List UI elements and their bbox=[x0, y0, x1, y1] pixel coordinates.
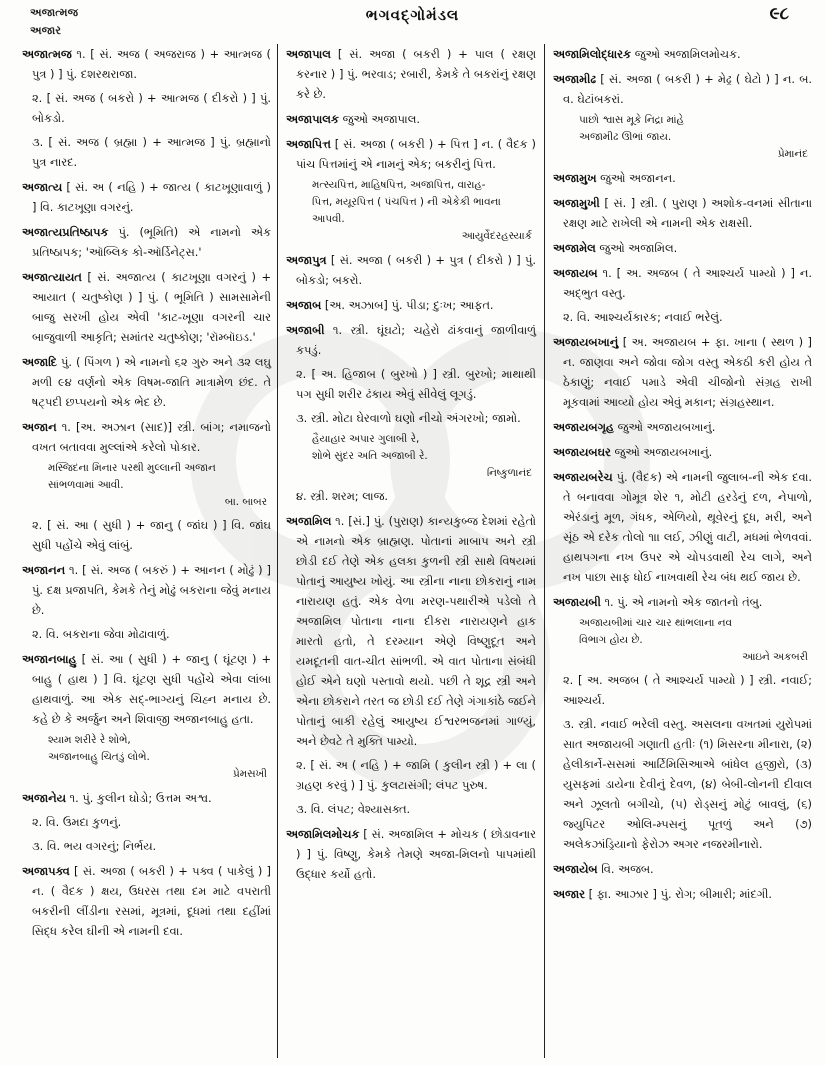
sense-text: ૨. [ સં. અજ ( બકરો ) + આત્મજ ( દીકરો ) ] પું. બોકડો. bbox=[32, 91, 271, 125]
headword: અજાનબાહુ bbox=[22, 652, 77, 666]
entry-sense bbox=[22, 88, 271, 128]
entry-sense bbox=[286, 408, 536, 482]
sense-text: ૨. વિ. આશ્ચર્યકારક; નવાઈ ભરેલું. bbox=[563, 310, 723, 324]
definition-text: [ સં. ] સ્ત્રી. ( પુરાણ ) અશોક-વનમાં સીતાના રક્ષણ માટે રાખેલી એ નામની એક રાક્ષસી. bbox=[563, 196, 812, 230]
definition-text: [અ. અઝાબ] પું. પીડા; દુઃખ; આફત. bbox=[324, 298, 494, 312]
definition-text: જુઓ અજાપાલ. bbox=[342, 112, 420, 126]
entry-body bbox=[286, 295, 536, 315]
page-number: ૯૮ bbox=[769, 4, 789, 24]
entry-body bbox=[553, 332, 812, 412]
quote-line: પાછો શ્વાસ મૂકે નિદ્રા માંહે bbox=[579, 114, 684, 126]
entry-body bbox=[286, 824, 536, 884]
entry-body bbox=[553, 69, 812, 109]
dictionary-entry bbox=[553, 238, 812, 258]
definition-text: ૧. પું. કુલીન ઘોડો; ઉત્તમ અશ્વ. bbox=[69, 791, 212, 805]
entry-sense bbox=[553, 307, 812, 327]
dictionary-entry bbox=[286, 320, 536, 360]
headword: અજામુખ bbox=[553, 171, 597, 185]
quote-source: પ્રેમાનંદ bbox=[777, 148, 808, 160]
entry-body bbox=[22, 222, 271, 262]
quote-source: બા. બાબર bbox=[224, 496, 267, 508]
entry-body bbox=[553, 44, 812, 64]
column-1 bbox=[22, 44, 277, 1058]
definition-text: પું. (વૈદક) એ નામની જુલાબ-ની એક દવા. તે બનાવવા ગોમૂત્ર શેર ૧, મોટી હરડેનું દળ, નેપાળો, એરંડાનું મૂળ, ગંધક, એળિયો, થૂવેરનું દૂધ, મરી, અને સૂંઠ એ દરેક તોલો ૧।। લઈ, ઝીણું વાટી, મધમાં ભેળવવાં. હાથપગના નખ ઉપર એ ચોપડવાથી રેચ લાગે, અને નખ પાછા સાફ ધોઈ નાખવાથી રેચ બંધ થઈ જાય છે. bbox=[563, 470, 812, 584]
sense-text: ૨. [ અ. હિજાબ ( બુરખો ) ] સ્ત્રી. બુરખો; માથાથી પગ સુધી શરીર ઢંકાય એવું સીવેલું લૂગડું. bbox=[296, 367, 536, 401]
dictionary-entry bbox=[553, 417, 812, 437]
entry-body bbox=[22, 417, 271, 457]
quote-line: વિભાગ હોય છે. bbox=[579, 634, 643, 646]
entry-sense bbox=[286, 486, 536, 506]
citation-quote bbox=[553, 615, 812, 666]
headword: અજાત્મજ bbox=[22, 47, 72, 61]
column-3 bbox=[545, 44, 812, 1058]
definition-text: [ સં. અજા ( બકરી ) + પક્વ ( પાકેલું ) ] ન. ( વૈદક ) ક્ષય, ઉધરસ તથા દમ માટે વપરાતી બકરીની લીંડીના રસમાં, મૂત્રમાં, દૂધમાં તથા દહીંમાં સિદ્ધ કરેલ ઘીની એ નામની દવા. bbox=[32, 864, 271, 938]
column-2 bbox=[277, 44, 545, 1058]
definition-text: ૧. પું. એ નામનો એક જાતનો તંબુ. bbox=[604, 595, 763, 609]
entry-body bbox=[553, 168, 812, 188]
headword: અજામુખી bbox=[553, 196, 600, 210]
headword: અજામેલ bbox=[553, 241, 596, 255]
headword: અજાપાલ bbox=[286, 47, 331, 61]
dictionary-entry bbox=[553, 263, 812, 303]
sense-text: ૩. સ્ત્રી. નવાઈ ભરેલી વસ્તુ. અસલના વખતમાં યુરોપમાં સાત અજાયબી ગણાતી હતીઃ (૧) મિસરના મીનારા, (૨) હેલીકાર્ને-સસમાં આર્ટિમિસિઆએ બાંધેલ હજીરો, (૩) યુસફમાં ડાયેના દેવીનું દેવળ, (૪) બેબી-લોનની દીવાલ અને ઝૂલતો બગીચો, (૫) રોડ્સનું મોટું બાવલું, (૬) જ્યુપિટર ઓલિ-મ્પસનું પૂતળું અને (૭) અલેકઝાંડ્રિયાનો ફેરોઝ અગર નજરમીનારો. bbox=[563, 717, 812, 851]
entry-sense bbox=[553, 670, 812, 710]
entry-body bbox=[553, 193, 812, 233]
dictionary-entry bbox=[286, 824, 536, 884]
entry-body bbox=[22, 44, 271, 84]
citation-quote bbox=[22, 732, 271, 783]
entry-body bbox=[553, 238, 812, 258]
dictionary-entry bbox=[286, 44, 536, 104]
dictionary-entry bbox=[22, 861, 271, 941]
entry-body bbox=[22, 788, 271, 808]
entry-body bbox=[286, 44, 536, 104]
definition-text: વિ. અજબ. bbox=[601, 862, 654, 876]
sense-text: ૨. [ સં. અ ( નહિ ) + જામિ ( કુલીન સ્ત્રી ) + લા ( ગ્રહણ કરવું ) ] પું. કુલટાસંગી; લંપટ પુરુષ. bbox=[296, 758, 536, 792]
entry-sense bbox=[553, 714, 812, 854]
definition-text: પું. ( પિંગળ ) એ નામનો ૬૨ ગુરુ અને ૩૨ લઘુ મળી ૯૪ વર્ણનો એક વિષમ-જાતિ માત્રામેળ છંદ. તે ષટ્પદી છપ્પયનો એક ભેદ છે. bbox=[32, 355, 271, 409]
definition-text: જુઓ અજાયબખાનું. bbox=[614, 445, 713, 459]
sense-text: ૩. વિ. ભય વગરનું; નિર્ભય. bbox=[32, 839, 157, 853]
citation-quote bbox=[22, 460, 271, 511]
sense-text: ૨. [ સં. આ ( સુધી ) + જાનુ ( જાંઘ ) ] વિ. જાંઘ સુધી પહોંચે એવું લાંબું. bbox=[32, 518, 271, 552]
headword: અજાત્ય bbox=[22, 180, 63, 194]
definition-text: ૧. [અ. અઝાન (સાદ)] સ્ત્રી. બાંગ; નમાજનો વખત બતાવવા મુલ્લાંએ કરેલો પોકાર. bbox=[32, 420, 271, 454]
definition-text: [ અ. અજાયબ + ફા. ખાના ( સ્થળ ) ] ન. જાણવા અને જોવા જોગ વસ્તુ એકઠી કરી હોય તે ઠેકાણું; નવાઈ પમાડે એવી ચીજોનો સંગ્રહ રાખી મૂકવામાં આવ્યો હોય એવું મકાન; સંગ્રહસ્થાન. bbox=[563, 335, 812, 409]
definition-text: જુઓ અજામિલમોચક. bbox=[634, 47, 741, 61]
quote-line: અજાયબીમાં ચાર ચાર થાંભલાના નવ bbox=[579, 617, 732, 629]
entry-body bbox=[22, 177, 271, 217]
definition-text: [ સં. અજામિલ + મોચક ( છોડાવનાર ) ] પું. વિષ્ણુ, કેમકે તેમણે અજા-મિલનો પાપમાંથી ઉદ્ધાર કર્યો હતો. bbox=[296, 827, 536, 881]
headword: અજામીઢ bbox=[553, 72, 597, 86]
dictionary-entry bbox=[286, 134, 536, 245]
quote-line: મત્સ્યપિત્ત, માહિષપિત્ત, અજાપિત્ત, વારાહ- bbox=[312, 179, 486, 191]
headword: અજાયબરેચ bbox=[553, 470, 613, 484]
entry-body bbox=[22, 267, 271, 347]
quote-line: શ્યામ શરીરે રે શોભે, bbox=[48, 734, 131, 746]
definition-text: જુઓ અજામિલ. bbox=[599, 241, 678, 255]
entry-body bbox=[553, 442, 812, 462]
dictionary-entry bbox=[553, 592, 812, 666]
quote-line: અજાનબાહુ ચિતડું લોભે. bbox=[48, 751, 150, 763]
dictionary-entry bbox=[22, 267, 271, 347]
entry-body bbox=[553, 884, 812, 904]
definition-text: [ સં. અજાત્ય ( કાટખૂણા વગરનું ) + આયાત ( ચતુષ્કોણ ) ] પું. ( ભૂમિતિ ) સામસામેની બાજુ સરખી હોય એવી 'કાટ-ખૂણા વગરની ચાર બાજુવાળી આકૃતિ; સમાંતર ચતુષ્કોણ; 'રૉમ્બૉઇડ.' bbox=[32, 270, 272, 344]
entry-body bbox=[553, 417, 812, 437]
dictionary-entry bbox=[286, 250, 536, 290]
definition-text: [ સં. આ ( સુધી ) + જાનુ ( ઘૂંટણ ) + બાહુ ( હાથ ) ] વિ. ઘૂંટણ સુધી પહોંચે એવા લાંબા હાથવાળું. આ એક સદ્-ભાગ્યનું ચિહ્ન મનાય છે. કહે છે કે અર્જુન અને શિવાજી અજાનબાહુ હતા. bbox=[32, 652, 272, 726]
dictionary-entry bbox=[22, 417, 271, 511]
guide-word-last: અજાર bbox=[30, 24, 61, 37]
sense-text: ૪. સ્ત્રી. શરમ; લાજ. bbox=[296, 489, 388, 503]
dictionary-entry bbox=[22, 44, 271, 84]
headword: અજાપુત્ર bbox=[286, 253, 327, 267]
quote-line: આપવી. bbox=[312, 213, 345, 225]
entry-body bbox=[553, 467, 812, 587]
headword: અજાન bbox=[22, 420, 57, 434]
dictionary-entry bbox=[286, 295, 536, 315]
entry-body bbox=[553, 592, 812, 612]
definition-text: ૧. [ સં. અજ ( બકરું ) + આનન ( મોઢું ) ] પું. દક્ષ પ્રજાપતિ, કેમકે તેનું મોઢું બકરાના જેવું મનાય છે. bbox=[32, 563, 271, 617]
headword: અજાયબ bbox=[553, 266, 598, 280]
citation-quote bbox=[286, 177, 536, 245]
definition-text: ૧. [સં.] પું. (પુરાણ) કાન્યકુબ્જ દેશમાં રહેતો એ નામનો એક બ્રાહ્મણ. પોતાનાં માબાપ અને સ્ત્રી છોડી દઈ તેણે એક હલકા કુળની સ્ત્રી સાથે વિષયમાં પોતાનું આયુષ્ય ખોયું. આ સ્ત્રીના નાના છોકરાનું નામ નારાયણ હતું. એક વેળા મરણ-પથારીએ પડેલો તે અજામિલ પોતાના નાના દીકરા નારાયણને હાક મારતો હતો, તે દરમ્યાન એણે વિષ્ણુદૂત અને યમદૂતની વાત-ચીત સાંભળી. એ વાત પોતાના સંબંધી હોઈ એને ઘણો પસ્તાવો થયો. પછી તે શૂદ્ર સ્ત્રી અને એના છોકરાને તરત જ છોડી દઈ તેણે ગંગાકાંઠે જઈને પોતાનું બાકી રહેલું આયુષ્ય ઈશ્વરભજનમાં ગાળ્યું, અને છેવટે તે મુક્તિ પામ્યો. bbox=[296, 514, 536, 748]
entry-sense bbox=[22, 515, 271, 555]
dictionary-entry bbox=[553, 193, 812, 233]
quote-source: પ્રેમસખી bbox=[232, 768, 267, 780]
entry-body bbox=[553, 859, 812, 879]
definition-text: [ સં. અજા ( બકરી ) + પુત્ર ( દીકરો ) ] પું. બોકડો; બકરો. bbox=[296, 253, 537, 287]
headword: અજાનન bbox=[22, 563, 66, 577]
headword: અજાદિ bbox=[22, 355, 58, 369]
entry-body bbox=[286, 250, 536, 290]
dictionary-entry bbox=[22, 177, 271, 217]
citation-quote bbox=[553, 112, 812, 163]
sense-text: ૨. વિ. બકરાના જેવા મોઢાવાળું. bbox=[32, 627, 170, 641]
dictionary-columns bbox=[22, 44, 812, 1058]
headword: અજાયબઘર bbox=[553, 445, 611, 459]
dictionary-entry bbox=[286, 109, 536, 129]
definition-text: [ સં. અજા ( બકરી ) + પિત્ત ] ન. ( વૈદક ) પાંચ પિત્તમાંનું એ નામનું એક; બકરીનું પિત્ત. bbox=[296, 137, 537, 171]
entry-body bbox=[22, 352, 271, 412]
entry-sense bbox=[22, 836, 271, 856]
entry-sense bbox=[22, 624, 271, 644]
headword: અજાબ bbox=[286, 298, 322, 312]
dictionary-entry bbox=[553, 467, 812, 587]
definition-text: ૧. [ સં. અજ ( અજરાજ ) + આત્મજ ( પુત્ર ) ] પું. દશરથરાજા. bbox=[32, 47, 271, 81]
entry-sense bbox=[22, 132, 271, 172]
headword: અજાયબખાનું bbox=[553, 335, 619, 349]
dictionary-entry bbox=[22, 560, 271, 620]
headword: અજાયબગૃહ bbox=[553, 420, 614, 434]
entry-sense bbox=[22, 812, 271, 832]
dictionary-entry bbox=[553, 884, 812, 904]
entry-body bbox=[286, 320, 536, 360]
dictionary-entry bbox=[286, 511, 536, 751]
quote-line: અજામીઢ ઊભાં જાય. bbox=[579, 131, 672, 143]
headword: અજાનેય bbox=[22, 791, 66, 805]
definition-text: [ સં. અજા ( બકરી ) + પાલ ( રક્ષણ કરનાર ) ] પું. ભરવાડ; રબારી, કેમકે તે બકરાંનું રક્ષણ કરે છે. bbox=[296, 47, 536, 101]
entry-sense bbox=[286, 755, 536, 795]
quote-line: શોભે સુંદર અતિ અજાબી રે. bbox=[312, 450, 428, 462]
definition-text: ૧. [ અ. અજબ ( તે આશ્ચર્ય પામ્યો ) ] ન. અદ્ભુત વસ્તુ. bbox=[563, 266, 812, 300]
entry-body bbox=[22, 861, 271, 941]
sense-text: ૩. વિ. લંપટ; વેશ્યાસક્ત. bbox=[296, 802, 411, 816]
headword: અજામિલમોચક bbox=[286, 827, 360, 841]
dictionary-entry bbox=[22, 352, 271, 412]
headword: અજામિલ bbox=[286, 514, 332, 528]
headword: અજાપિત્ત bbox=[286, 137, 331, 151]
quote-line: પિત્ત, મયૂરપિત્ત ( પંચપિત્ત ) ની એકેકી ભાવના bbox=[312, 196, 501, 208]
quote-source: આઇને અકબરી bbox=[742, 651, 808, 663]
quote-source: આયુર્વેદરહસ્યાર્ક bbox=[461, 230, 532, 242]
definition-text: [ સં. અજા ( બકરી ) + મેઢ્ર ( ઘેટો ) ] ન. બ. વ. ઘેટાંબકરાં. bbox=[563, 72, 812, 106]
sense-text: ૨. [ અ. અજબ ( તે આશ્ચર્ય પામ્યો ) ] સ્ત્રી. નવાઈ; આશ્ચર્ય. bbox=[563, 673, 812, 707]
sense-text: ૩. સ્ત્રી. મોટા ઘેરવાળો ઘણો નીચો અંગરખો; જામો. bbox=[296, 411, 521, 425]
dictionary-entry bbox=[22, 222, 271, 262]
headword: અજાયબી bbox=[553, 595, 601, 609]
dictionary-entry bbox=[553, 69, 812, 163]
entry-body bbox=[286, 134, 536, 174]
guide-word-first: અજાત્મજ bbox=[30, 6, 78, 19]
sense-text: ૩. [ સં. અજ ( બ્રહ્મા ) + આત્મજ ] પું. બ્રહ્માનો પુત્ર નારદ. bbox=[32, 135, 271, 169]
definition-text: જુઓ અજાયબખાનું. bbox=[617, 420, 716, 434]
dictionary-entry bbox=[553, 168, 812, 188]
definition-text: જુઓ અજાનન. bbox=[600, 171, 676, 185]
definition-text: [ ફા. આઝાર ] પું. રોગ; બીમારી; માંદગી. bbox=[588, 887, 772, 901]
dictionary-entry bbox=[553, 332, 812, 412]
dictionary-entry bbox=[22, 788, 271, 808]
entry-sense bbox=[286, 364, 536, 404]
quote-line: મસ્જિદના મિનાર પરથી મુલ્લાની અજાન bbox=[48, 462, 216, 474]
headword: અજાર bbox=[553, 887, 585, 901]
headword: અજાત્યપ્રતિષ્ઠાપક bbox=[22, 225, 109, 239]
definition-text: ૧. સ્ત્રી. ઘૂંઘટો; ચહેરો ઢાંકવાનું જાળીવાળું કપડું. bbox=[296, 323, 537, 357]
headword: અજાપક્વ bbox=[22, 864, 70, 878]
entry-body bbox=[22, 649, 271, 729]
entry-body bbox=[553, 263, 812, 303]
headword: અજાબી bbox=[286, 323, 325, 337]
citation-quote bbox=[286, 431, 536, 482]
dictionary-entry bbox=[553, 859, 812, 879]
dictionary-entry bbox=[553, 44, 812, 64]
headword: અજામિલોદ્ધારક bbox=[553, 47, 632, 61]
headword: અજાત્યાયત bbox=[22, 270, 82, 284]
dictionary-entry bbox=[22, 649, 271, 783]
sense-text: ૨. વિ. ઉમદા કુળનું. bbox=[32, 815, 122, 829]
dictionary-title: ભગવદ્ગોમંડલ bbox=[365, 6, 460, 24]
quote-source: નિષ્કુળાનંદ bbox=[486, 467, 532, 479]
page-header bbox=[0, 0, 825, 42]
quote-line: હૈયાહાર અપાર ગુલાબી રે, bbox=[312, 433, 420, 445]
definition-text: પું. (ભૂમિતિ) એ નામનો એક પ્રતિષ્ઠાપક; 'ઑબ્લિક કો-ઑર્ડિનેટ્સ.' bbox=[32, 225, 271, 259]
entry-body bbox=[286, 109, 536, 129]
definition-text: [ સં. અ ( નહિ ) + જાત્ય ( કાટખૂણાવાળું ) ] વિ. કાટખૂણા વગરનું. bbox=[32, 180, 271, 214]
entry-body bbox=[22, 560, 271, 620]
entry-sense bbox=[286, 799, 536, 819]
headword: અજાયેબ bbox=[553, 862, 598, 876]
dictionary-entry bbox=[553, 442, 812, 462]
entry-body bbox=[286, 511, 536, 751]
headword: અજાપાલક bbox=[286, 112, 339, 126]
quote-line: સાંભળવામાં આવી. bbox=[48, 479, 124, 491]
